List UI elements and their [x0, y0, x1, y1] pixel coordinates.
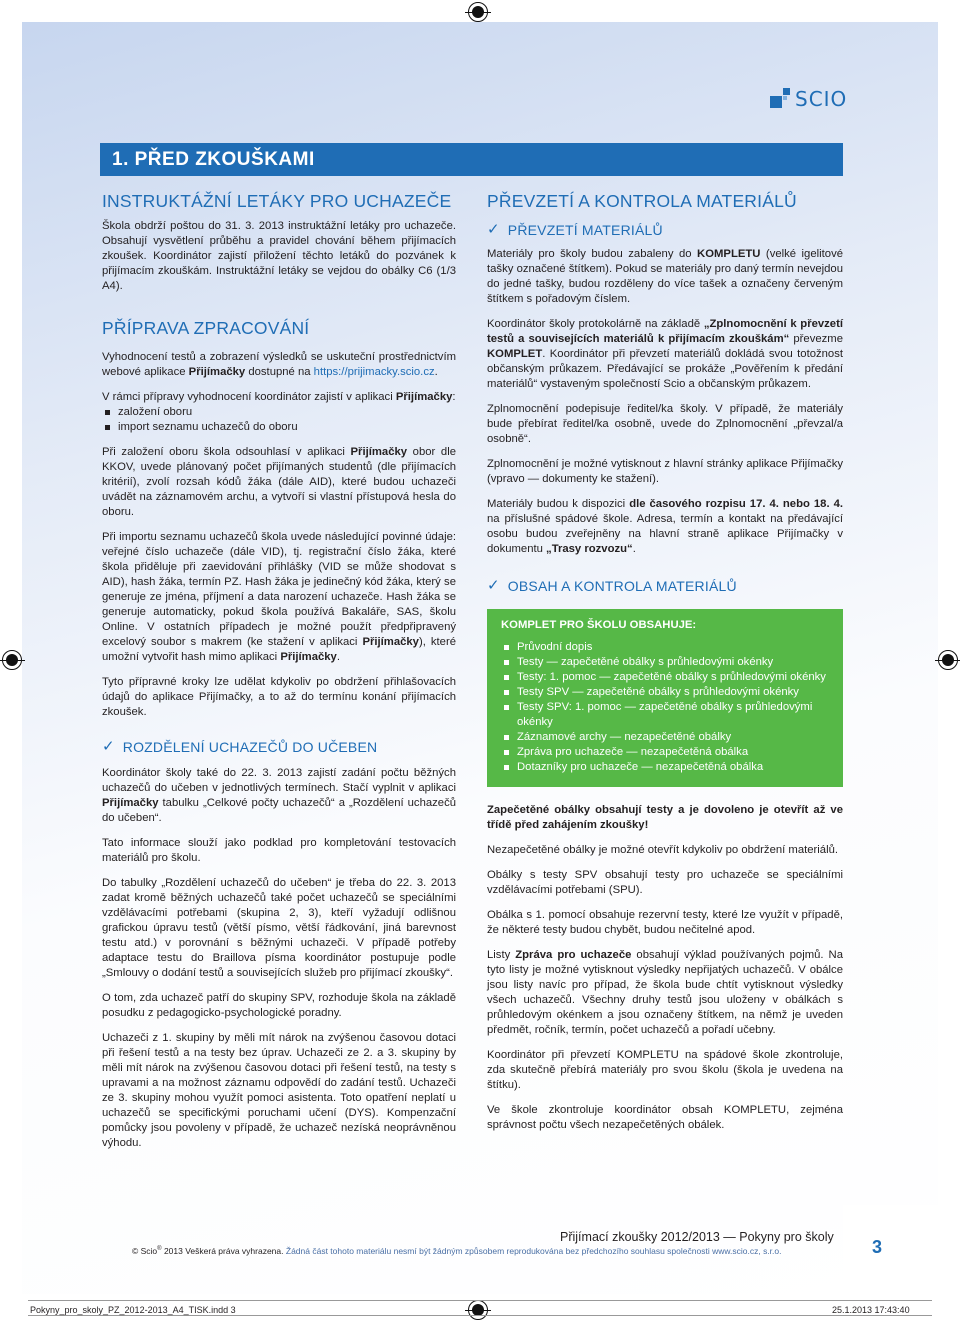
list-item: Testy SPV — zapečetěné obálky s průhledovými okénky: [501, 685, 829, 700]
page-number: 3: [872, 1237, 883, 1257]
prijimacky-link[interactable]: https://prijimacky.scio.cz: [313, 366, 435, 378]
dist-paragraph-5: Uchazeči z 1. skupiny by měli mít nárok na zvýšenou časovou dotaci při řešení testů a na testy bez úprav. Uchazeči ze 2. a 3. skupiny by měli mít nárok na zvýšenou časovou dotaci při řešení testů, na testy s upravami a na možnost záznamu odpovědí do zadání testů. Uchazeči ze 3. skupiny mohou využít pomoci asistenta. Toto opatření neplatí u uchazečů se specifickými poruchami učení (DYS). Kompenzační pomůcky jsou povoleny v případě, že uchazeč nezíská neoprávněnou výhodu.: [102, 1032, 456, 1149]
registration-mark-icon: [938, 650, 958, 670]
take-heading: PŘEVZETÍ A KONTROLA MATERIÁLŮ: [487, 191, 797, 211]
take-paragraph-3: Zplnomocnění podepisuje ředitel/ka školy. V případě, že materiály bude přebírat ředitel/ka osobně, uvede do Zplnomocnění „převzal/a osobně“.: [487, 403, 843, 445]
registration-mark-icon: [468, 2, 488, 22]
content-paragraph-1: Nezapečetěné obálky je možné otevřít kdykoliv po obdržení materiálů.: [487, 844, 839, 856]
prep-list: [102, 405, 456, 435]
take-paragraph-5: Materiály budou k dispozici dle časového rozpisu 17. 4. nebo 18. 4. na příslušné spádové škole. Adresa, termín a kontakt na předávající osobu budou zveřejněny na hlavní straně aplikace Přijímačky v dokumentu „Trasy rozvozu“.: [487, 498, 844, 555]
prep-paragraph-2: V rámci přípravy vyhodnocení koordinátor zajistí v aplikaci Přijímačky:: [102, 391, 456, 403]
dist-paragraph-3: Do tabulky „Rozdělení uchazečů do učeben“ je třeba do 22. 3. 2013 zadat kromě běžných uchazečů také počet uchazečů se speciálními vzdělávacími potřebami (skupina 2, 3), kteří vyžadují odlišnou grafickou úpravu testů (větší písmo, větší řádkování, jiná barevnost testu atd.) v porovnání s běžnými uchazeči. V případě potřeby adaptace testu do Braillova písma koordinátor postupuje podle „Smlouvy o dodání testů a souvisejících služeb pro přijímací zkoušky“.: [102, 877, 456, 979]
slug-filename: Pokyny_pro_skoly_PZ_2012-2013_A4_TISK.indd 3: [30, 1305, 236, 1315]
content-paragraph-4: Listy Zpráva pro uchazeče obsahují výklad používaných pojmů. Na tyto listy je možné vytisknout výsledky nepřijatých uchazečů. V obálce jsou listy navíc pro případ, že škola bude chtít vytisknout výsledky všech uchazečů. Všechny druhy testů jsou uloženy v obálkách s průhledovým okénkem a jsou označeny štítkem, na němž je uveden předmět, ročník, termín, počet uchazečů a pořadí učebny.: [487, 949, 844, 1036]
list-item: založení oboru: [102, 405, 456, 420]
right-column: [487, 190, 843, 1133]
checkmark-icon: ✓: [102, 738, 115, 755]
kit-list: [501, 640, 829, 775]
scio-logo-icon: [770, 88, 792, 110]
sealed-envelopes-warning: Zapečetěné obálky obsahují testy a je dovoleno je otevřít až ve třídě před zahájením zkoušky!: [487, 804, 843, 831]
instr-heading: INSTRUKTÁŽNÍ LETÁKY PRO UCHAZEČE: [102, 191, 452, 211]
checkmark-icon: ✓: [487, 221, 500, 238]
take-subheading: ✓ PŘEVZETÍ MATERIÁLŮ: [487, 221, 663, 238]
slug-timestamp: 25.1.2013 17:43:40: [832, 1305, 910, 1315]
content-paragraph-3: Obálka s 1. pomocí obsahuje rezervní testy, které lze využít v případě, že některé testy budou chybět, budou nečitelné apod.: [487, 909, 843, 936]
prep-paragraph-4: Při importu seznamu uchazečů škola uvede následující povinné údaje: veřejné číslo uchazeče (dále VID), tj. registrační číslo žáka, které škola přiděluje při zaevidování přihlášky (VID se může shodovat s AID), hash žáka, termín PZ. Hash žáka je jedinečný kód žáka, který se generuje ze jména, příjmení a data narození uchazeče. Hash žáka se generuje automaticky, pokud škola používá Bakaláře, SAS, školu Online. V ostatních případech je možné použít předpřipravený excelový soubor s makrem (ke stažení v aplikaci Přijímačky), které umožní vytvořit hash mimo aplikaci Přijímačky.: [102, 531, 456, 663]
dist-paragraph-2: Tato informace slouží jako podklad pro kompletování testovacích materiálů pro školu.: [102, 837, 456, 864]
prep-heading: PŘÍPRAVA ZPRACOVÁNÍ: [102, 318, 310, 338]
left-column: [102, 190, 456, 1151]
kit-contents-box: [487, 609, 843, 787]
registration-mark-icon: [2, 650, 22, 670]
prep-paragraph-1: Vyhodnocení testů a zobrazení výsledků se uskuteční prostřednictvím webové aplikace Přijímačky dostupné na https://prijimacky.scio.cz.: [102, 351, 456, 378]
prep-paragraph-5: Tyto přípravné kroky lze udělat kdykoliv po obdržení přihlašovacích údajů do aplikace Přijímačky, a to až do termínu konání přijímacích zkoušek.: [102, 676, 456, 718]
list-item: Průvodní dopis: [501, 640, 829, 655]
list-item: Zpráva pro uchazeče — nezapečetěná obálka: [501, 745, 829, 760]
footer-copyright: © Scio® 2013 Veškerá práva vyhrazena. Žádná část tohoto materiálu nesmí být žádným způsobem reprodukována bez předchozího souhlasu společnosti www.scio.cz, s.r.o.: [132, 1246, 782, 1256]
dist-paragraph-4: O tom, zda uchazeč patří do skupiny SPV, rozhoduje škola na základě posudku z pedagogicko-psychologické poradny.: [102, 992, 456, 1019]
content-paragraph-6: Ve škole zkontroluje koordinátor obsah KOMPLETU, zejména správnost počtu všech nezapečetěných obálek.: [487, 1104, 843, 1131]
footer-title: Přijímací zkoušky 2012/2013 — Pokyny pro školy: [560, 1230, 834, 1244]
list-item: Testy: 1. pomoc — zapečetěné obálky s průhledovými okénky: [501, 670, 829, 685]
list-item: Testy SPV: 1. pomoc — zapečetěné obálky s průhledovými okénky: [501, 700, 829, 730]
checkmark-icon: ✓: [487, 577, 500, 594]
list-item: import seznamu uchazečů do oboru: [102, 420, 456, 435]
content-paragraph-2: Obálky s testy SPV obsahují testy pro uchazeče se speciálními vzdělávacími potřebami (SPU).: [487, 869, 843, 896]
page-number-tab: [843, 1205, 938, 1294]
section-heading: 1. PŘED ZKOUŠKAMI: [100, 143, 843, 176]
list-item: Testy — zapečetěné obálky s průhledovými okénky: [501, 655, 829, 670]
list-item: Záznamové archy — nezapečetěné obálky: [501, 730, 829, 745]
prep-paragraph-3: Při založení oboru škola odsouhlasí v aplikaci Přijímačky obor dle KKOV, uvede plánovaný počet přijímaných studentů (dle přijímacích kritérií), zvolí rozsah kódů žáka (dále AID), které budou uchazeči uvádět na záznamovém archu, a vytvoří si vlastní přístupová hesla do oboru.: [102, 446, 456, 518]
dist-heading: ✓ ROZDĚLENÍ UCHAZEČŮ DO UČEBEN: [102, 738, 378, 755]
take-paragraph-1: Materiály pro školy budou zabaleny do KOMPLETU (velké igelitové tašky označené štítkem). Pokud se materiály pro daný termín nevejdou do jedné tašky, budou rozděleny do více tašek a označeny červeným štítkem s pořadovým číslem.: [487, 248, 843, 305]
content-subheading: ✓ OBSAH A KONTROLA MATERIÁLŮ: [487, 577, 737, 594]
kit-title: KOMPLET PRO ŠKOLU OBSAHUJE:: [501, 619, 697, 631]
take-paragraph-2: Koordinátor školy protokolárně na základě „Zplnomocnění k převzetí testů a souvisejících materiálů k přijímacím zkouškám“ převezme KOMPLET. Koordinátor při převzetí materiálů dokládá svou totožnost občanským průkazem. Předávající se prokáže „Pověřením k předání materiálů“ vystaveným společností Scio a občanským průkazem.: [487, 318, 843, 390]
instr-text: Škola obdrží poštou do 31. 3. 2013 instruktážní letáky pro uchazeče. Obsahují vysvětlení průběhu a pravidel chování během přijímacích zkoušek. Koordinátor zajistí přiložení těchto letáků do pozvánek k přijímacím zkouškám. Instruktážní letáky se vejdou do obálky C6 (1/3 A4).: [102, 220, 456, 292]
scio-logo: [770, 86, 847, 112]
content-paragraph-5: Koordinátor při převzetí KOMPLETU na spádové škole zkontroluje, zda skutečně přebírá materiály pro svou školu (škola je uvedena na štítku).: [487, 1049, 843, 1091]
dist-paragraph-1: Koordinátor školy také do 22. 3. 2013 zajistí zadání počtu běžných uchazečů do učeben v jednotlivých termínech. Stačí vyplnit v aplikaci Přijímačky tabulku „Celkové počty uchazečů“ a „Rozdělení uchazečů do učeben“.: [102, 767, 456, 824]
take-paragraph-4: Zplnomocnění je možné vytisknout z hlavní stránky aplikace Přijímačky (vpravo — dokumenty ke stažení).: [487, 458, 843, 485]
list-item: Dotazníky pro uchazeče — nezapečetěná obálka: [501, 760, 829, 775]
logo-text: SCIO: [795, 87, 848, 111]
